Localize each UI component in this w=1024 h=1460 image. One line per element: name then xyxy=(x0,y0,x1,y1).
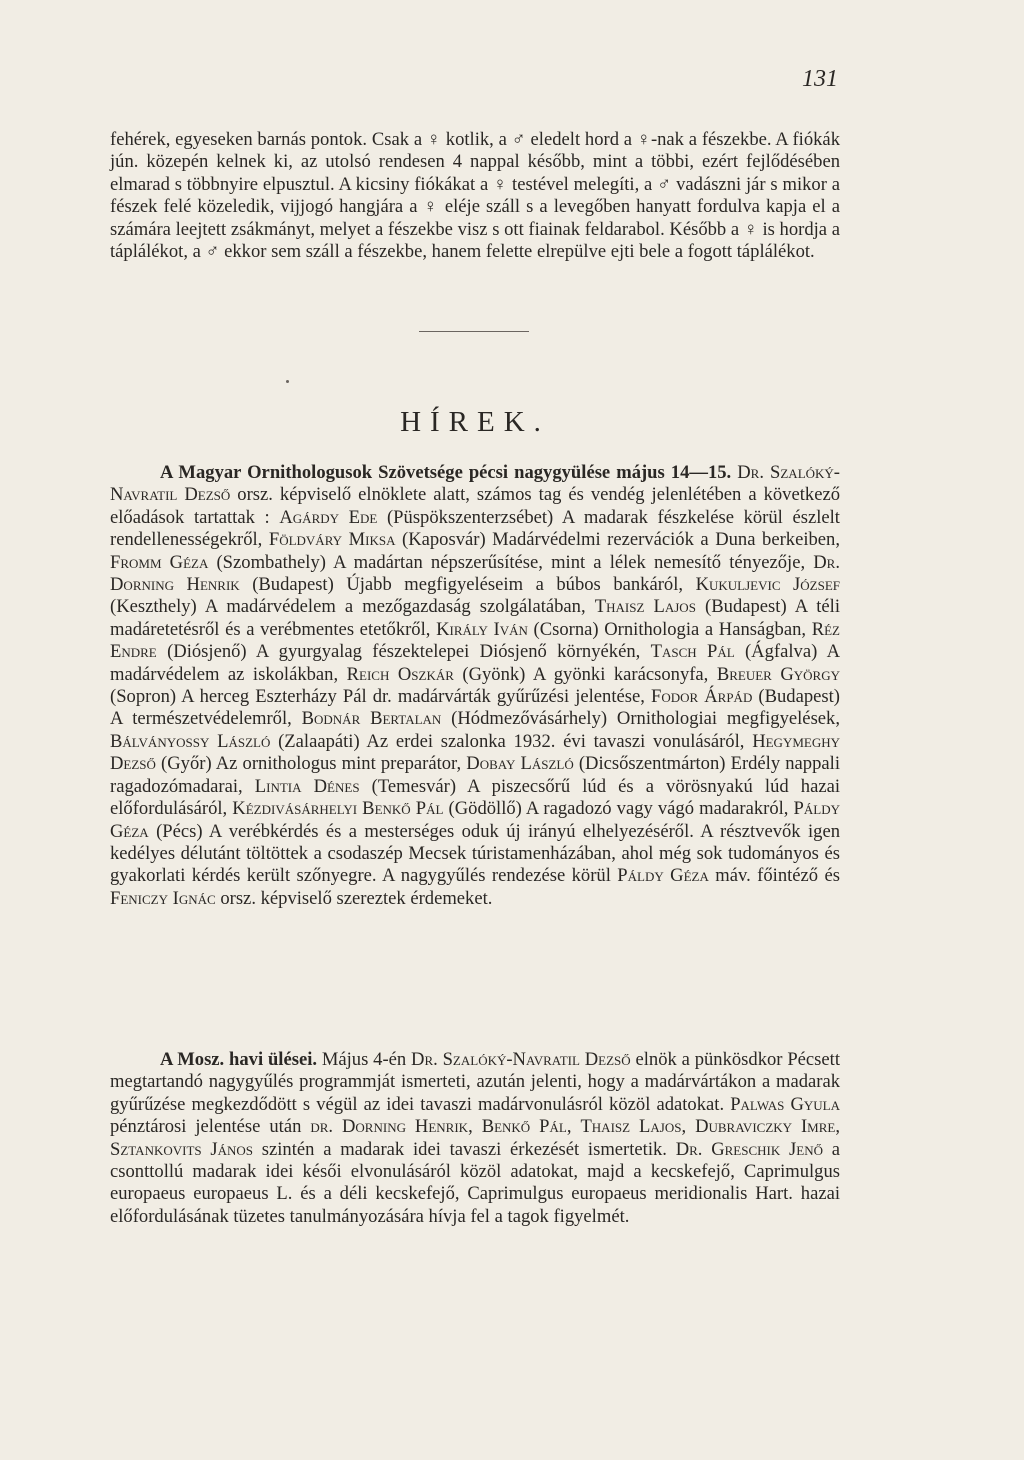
body-text: (Temesvár) A piszecsőrű lúd és a vörösnyakú lúd hazai előfordulásáról, xyxy=(110,775,841,820)
page-number: 131 xyxy=(802,66,838,92)
body-text: , xyxy=(468,1116,482,1138)
body-text: Május 4-én xyxy=(321,1049,412,1070)
body-text: (Dicsőszentmárton) Erdély nappali ragadozómadarai, xyxy=(110,753,840,797)
body-text: máv. főintéző és xyxy=(708,865,841,887)
person-name: Benkő Pál xyxy=(481,1116,567,1138)
body-text: (Keszthely) A madárvédelem a mezőgazdaság szolgálatában, xyxy=(110,596,595,618)
body-text: (Püspökszenterzsébet) A madarak fészkelése körül észlelt rendellenességekről, xyxy=(110,506,840,551)
person-name: Fodor Árpád xyxy=(650,686,753,708)
body-text: (Gödöllő) A ragadozó vagy vágó madarakról, xyxy=(443,798,794,820)
person-name: Thaisz Lajos xyxy=(594,596,696,618)
body-text: orsz. képviselő elnöklete alatt, számos tag és vendég jelenlétében a következő előadások tartattak : xyxy=(110,484,840,528)
body-text: (Budapest) A természetvédelemről, xyxy=(110,686,840,730)
person-name: Páldy Géza xyxy=(110,798,840,842)
body-text: (Zalaapáti) Az erdei szalonka 1932. évi tavaszi vonulásáról, xyxy=(270,730,753,752)
person-name: Király Iván xyxy=(436,618,528,640)
person-name: dr. Dorning Henrik xyxy=(310,1116,469,1138)
person-name: Dr. Dorning Henrik xyxy=(110,551,840,596)
person-name: Bálványossy László xyxy=(110,730,271,752)
person-name: Földváry Miksa xyxy=(268,529,396,551)
body-text: , xyxy=(566,1116,581,1138)
person-name: Kézdivásárhelyi Benkő Pál xyxy=(232,798,444,820)
person-name: Dr. Szalóký-Navratil Dezső xyxy=(411,1049,631,1070)
person-name: Dobay László xyxy=(466,753,574,775)
body-text: elnök a pünkösdkor Pécsett megtartandó nagygyűlés programmját ismerteti, azután jelenti, hogy a madárvártákon a madarak gyűrűzése megkezdődött s végül az idei tavaszi madárvonulásról közöl adatokat. xyxy=(110,1049,840,1115)
news-lead: A Mosz. havi ülései. xyxy=(160,1049,318,1070)
body-text: (Gyönk) A gyönki karácsonyfa, xyxy=(453,663,717,685)
person-name: Réz Endre xyxy=(110,618,840,663)
body-text: orsz. képviselő szereztek érdemeket. xyxy=(215,887,493,909)
person-name: Reich Oszkár xyxy=(346,663,454,685)
person-name: Lintia Dénes xyxy=(254,775,360,797)
body-text: (Budapest) Újabb megfigyeléseim a búbos bankáról, xyxy=(239,574,696,596)
body-text: (Sopron) A herceg Eszterházy Pál dr. madárvárták gyűrűzési jelentése, xyxy=(110,686,651,708)
body-text: , xyxy=(835,1116,841,1138)
person-name: Kukuljevic József xyxy=(695,574,840,596)
news-lead: A Magyar Ornithologusok Szövetsége pécsi nagygyülése május 14—15. xyxy=(160,462,732,483)
body-text: (Győr) Az ornithologus mint preparátor, xyxy=(155,753,467,775)
print-speck xyxy=(286,380,289,383)
body-text: , xyxy=(681,1116,696,1138)
person-name: Breuer György xyxy=(716,663,840,685)
section-divider xyxy=(419,331,529,332)
news-item-congress xyxy=(110,462,840,910)
person-name: Agárdy Ede xyxy=(279,506,378,528)
person-name: Feniczy Ignác xyxy=(110,887,216,909)
person-name: Dr. Szalóký-Navratil Dezső xyxy=(110,462,840,506)
body-text: a csonttollú madarak idei késői elvonulásáról közöl adatokat, majd a kecskefejő, Caprimulgus europaeus europaeus L. és a déli kecskefejő, Caprimulgus europaeus meridionalis Hart. hazai előfordulásának tüzetes tanulmányozására hívja fel a tagok figyelmét. xyxy=(110,1138,840,1227)
person-name: Páldy Géza xyxy=(617,865,709,887)
body-text: (Hódmezővásárhely) Ornithologiai megfigyelések, xyxy=(441,708,840,730)
body-text: (Kaposvár) Madárvédelmi rezervációk a Duna berkeiben, xyxy=(395,529,840,551)
body-text: (Szombathely) A madártan népszerűsítése, mint a lélek nemesítő tényezője, xyxy=(208,551,814,573)
person-name: Bodnár Bertalan xyxy=(301,708,442,730)
section-heading: HÍREK. xyxy=(400,406,550,438)
person-name: Dubraviczky Imre xyxy=(695,1116,836,1138)
person-name: Dr. Greschik Jenő xyxy=(675,1138,823,1160)
body-text: szintén a madarak idei tavaszi érkezését ismertetik. xyxy=(253,1138,676,1160)
person-name: Palwas Gyula xyxy=(730,1093,840,1115)
intro-paragraph: fehérek, egyeseken barnás pontok. Csak a ♀ kotlik, a ♂ eledelt hord a ♀-nak a fészekbe. A fiókák jún. közepén kelnek ki, az utolsó rendesen 4 nappal később, mint a többi, ezért fejlődésében elmarad s többnyire elpusztul. A kicsiny fiókákat a ♀ testével melegíti, a ♂ vadászni jár s mikor a fészek felé közeledik, vijjogó hangjára a ♀ eléje száll s a levegőben hanyatt fordulva kapja el a számára leejtett zsákmányt, melyet a fészekbe visz s ott fiainak feldarabol. Később a ♀ is hordja a táplálékot, a ♂ ekkor sem száll a fészekbe, hanem felette elrepülve ejti bele a fogott táplálékot. xyxy=(110,129,840,263)
news-item-meetings xyxy=(110,1049,840,1228)
person-name: Tasch Pál xyxy=(650,641,735,663)
person-name: Fromm Géza xyxy=(110,551,209,573)
body-text: (Budapest) A téli madáretetésről és a verébmentes etetőkről, xyxy=(110,596,840,640)
body-text: pénztárosi jelentése után xyxy=(110,1116,311,1138)
body-text: (Ágfalva) A madárvédelem az iskolákban, xyxy=(110,641,840,685)
person-name: Sztankovits János xyxy=(110,1138,254,1160)
person-name: Thaisz Lajos xyxy=(580,1116,682,1138)
body-text: (Diósjenő) A gyurgyalag fészektelepei Diósjenő környékén, xyxy=(156,641,651,663)
person-name: Hegymeghy Dezső xyxy=(110,730,840,775)
body-text: (Csorna) Ornithologia a Hanságban, xyxy=(527,618,812,640)
body-text: (Pécs) A verébkérdés és a mesterséges oduk új irányú elhelyezéséről. A résztvevők igen kedélyes délutánt töltöttek a csodaszép Mecsek túristamenházában, ahol még sok tudományos és gyakorlati kérdés került szőnyegre. A nagygyűlés rendezése körül xyxy=(110,820,840,887)
